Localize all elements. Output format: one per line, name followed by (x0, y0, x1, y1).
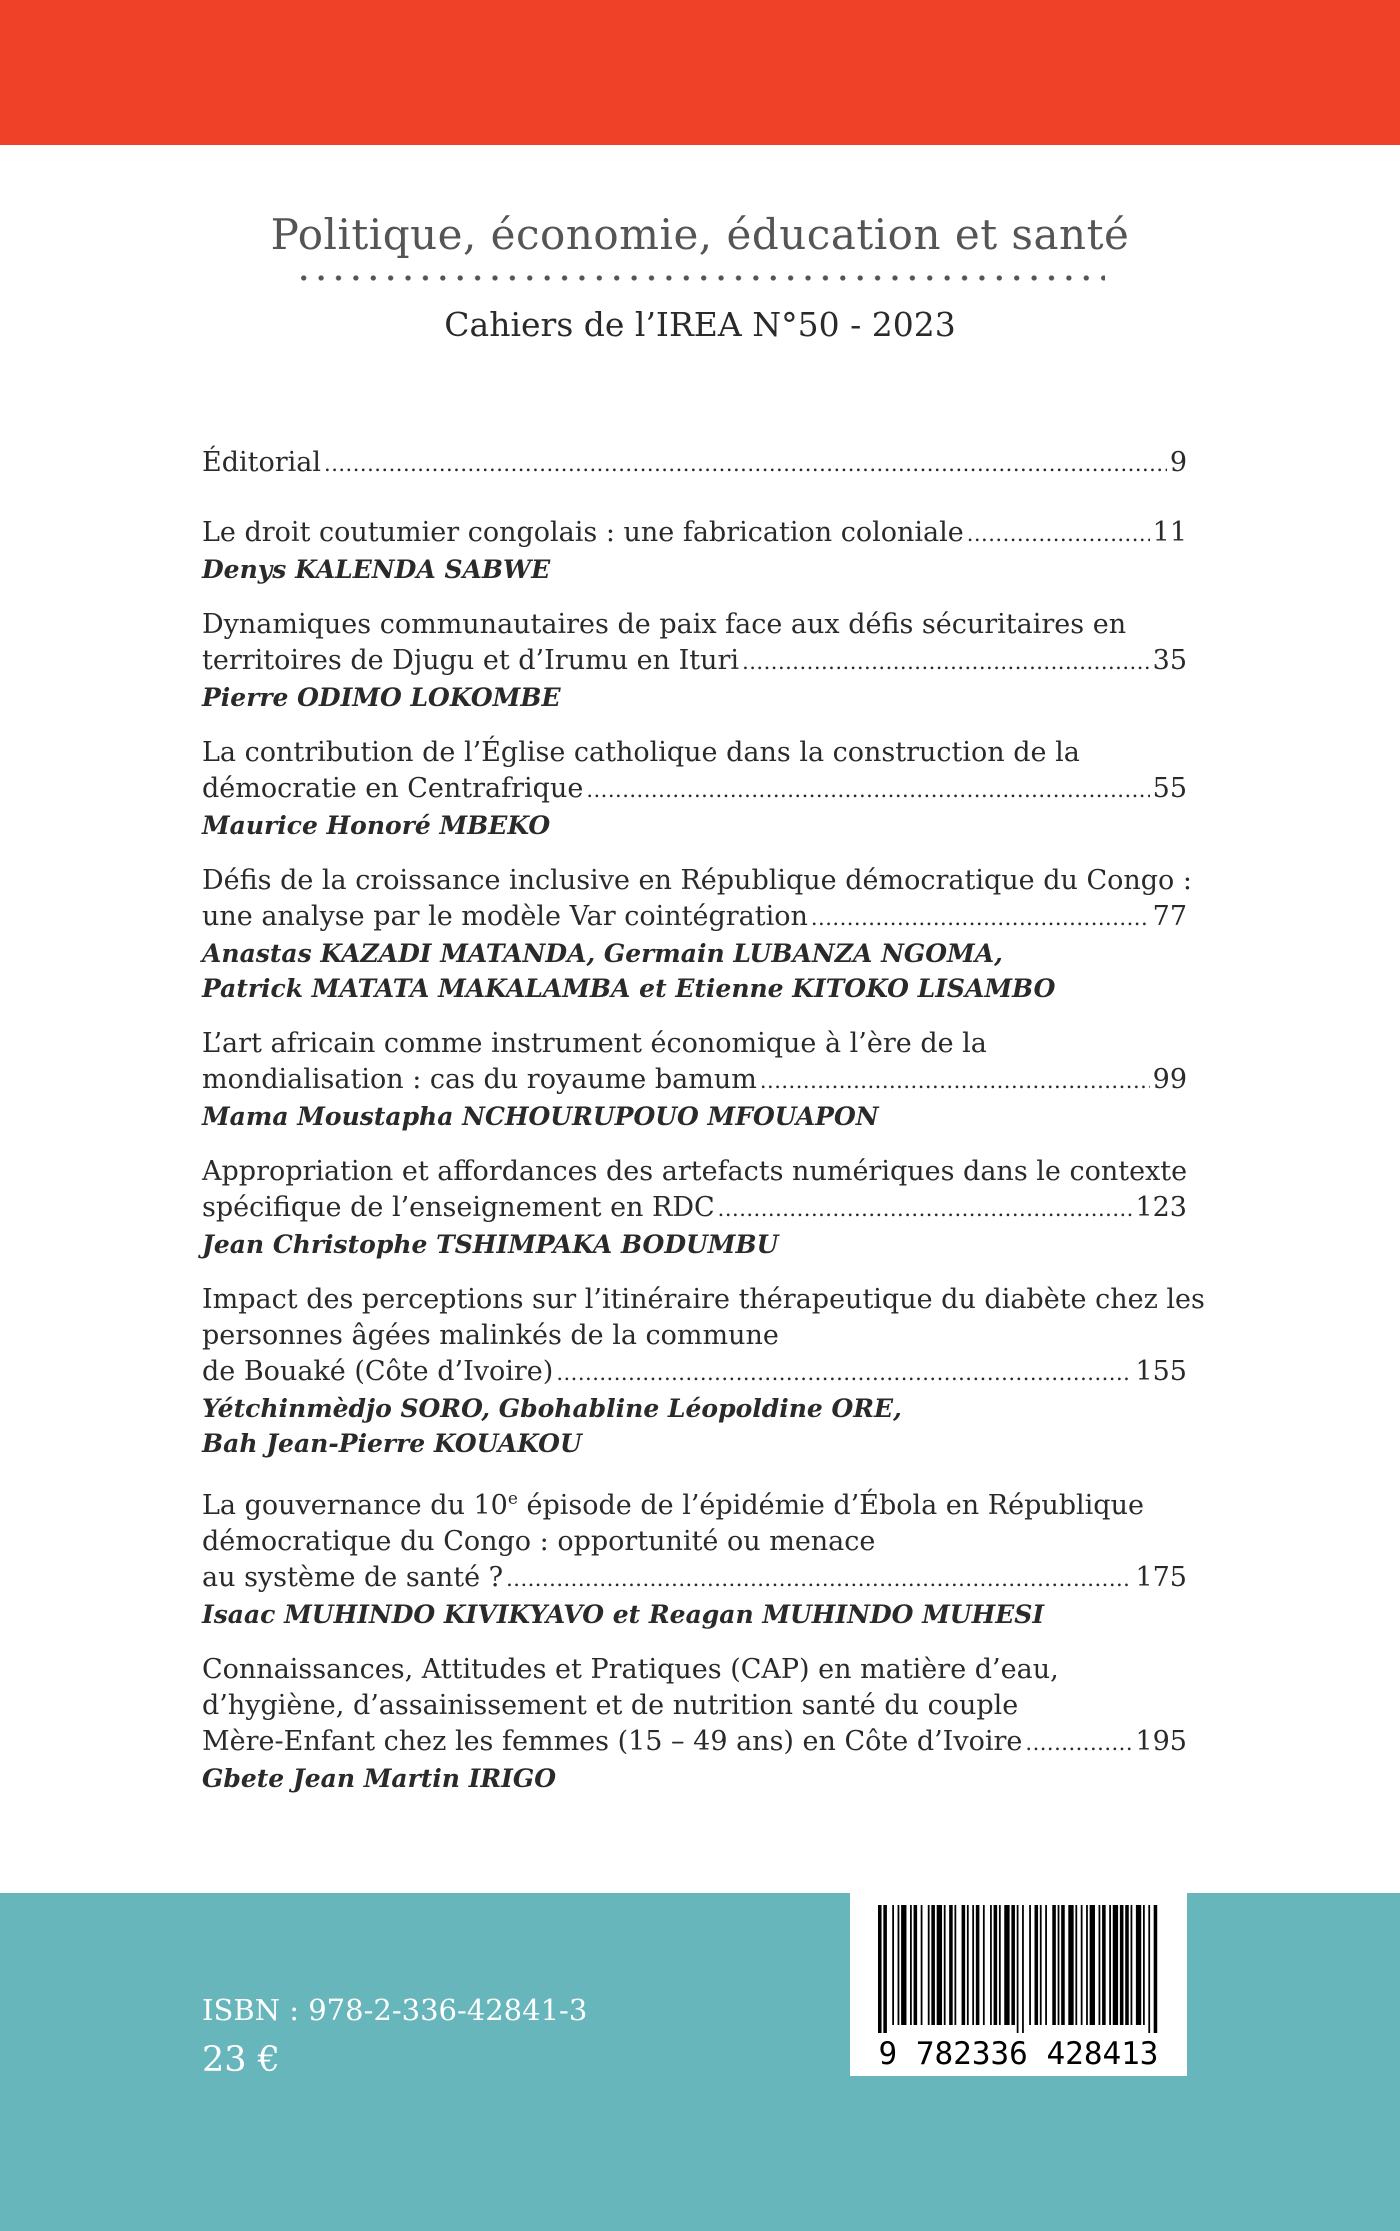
barcode-bar (1131, 1905, 1133, 2025)
barcode-bar (1068, 1905, 1073, 2025)
barcode-bar (1045, 1905, 1047, 2025)
toc-author: Bah Jean-Pierre KOUAKOU (202, 1429, 582, 1458)
barcode-bar (976, 1905, 980, 2025)
barcode-bar (1086, 1905, 1088, 2025)
toc-title-line (202, 899, 1187, 936)
barcode-bar (1154, 1905, 1158, 2033)
barcode-bar (1120, 1905, 1124, 2025)
barcode-bar (1017, 1905, 1019, 2033)
barcode-bar (1058, 1905, 1060, 2025)
barcode-bar (878, 1905, 882, 2033)
issue-title: Cahiers de l’IREA N°50 - 2023 (444, 305, 956, 344)
barcode-bar (1035, 1905, 1039, 2025)
barcode-bar (1075, 1905, 1077, 2025)
toc-title-line: personnes âgées malinkés de la commune (202, 1320, 779, 1351)
toc-title-text: territoires de Djugu et d’Irumu en Ituri (202, 645, 740, 676)
barcode-bar (1113, 1905, 1118, 2025)
barcode-bar (1109, 1905, 1111, 2025)
isbn-text: ISBN : 978-2-336-42841-3 (202, 1993, 588, 2027)
barcode-bar (910, 1905, 912, 2025)
toc-title-line: Connaissances, Attitudes et Pratiques (CAP) en matière d’eau, (202, 1654, 1059, 1685)
toc-author: Anastas KAZADI MATANDA, Germain LUBANZA NGOMA, (202, 939, 1003, 968)
barcode-bar (1061, 1905, 1065, 2025)
toc-title-line (202, 1724, 1187, 1761)
barcode-bar (994, 1905, 998, 2025)
barcode-bar (937, 1905, 942, 2025)
toc-title-line (202, 445, 1187, 482)
toc-entry (202, 735, 1187, 843)
toc-title-line: La gouvernance du 10e épisode de l’épidémie d’Ébola en République (202, 1489, 1144, 1521)
toc-title-text: spécifique de l’enseignement en RDC (202, 1192, 715, 1223)
toc-title-text: Mère-Enfant chez les femmes (15 – 49 ans) en Côte d’Ivoire (202, 1726, 1023, 1757)
toc-title-text: démocratie en Centrafrique (202, 773, 584, 804)
table-of-contents (202, 445, 1205, 1816)
barcode-bar (1022, 1905, 1024, 2033)
toc-title-line (202, 1190, 1187, 1227)
dot-leader (1025, 1725, 1132, 1761)
dot-leader (586, 772, 1149, 808)
toc-entry (202, 445, 1187, 482)
toc-author: Patrick MATATA MAKALAMBA et Etienne KITOKO LISAMBO (202, 974, 1056, 1003)
toc-author: Gbete Jean Martin IRIGO (202, 1764, 556, 1793)
barcode-bars (878, 1905, 1159, 2033)
barcode-bar (1040, 1905, 1042, 2025)
toc-title-line: d’hygiène, d’assainissement et de nutrition santé du couple (202, 1690, 1019, 1721)
toc-entry (202, 1652, 1187, 1796)
top-color-band (0, 0, 1400, 145)
toc-page-number: 77 (1152, 901, 1187, 932)
toc-entry (202, 1026, 1187, 1134)
toc-entry (202, 863, 1192, 1006)
toc-author: Yétchinmèdjo SORO, Gbohabline Léopoldine ORE, (202, 1394, 902, 1423)
toc-entry (202, 515, 1187, 587)
toc-entry (202, 607, 1187, 715)
toc-title-text: Le droit coutumier congolais : une fabrication coloniale (202, 517, 964, 548)
toc-author: Maurice Honoré MBEKO (202, 811, 551, 840)
toc-page-number: 35 (1152, 645, 1187, 676)
price-text: 23 € (202, 2040, 280, 2080)
barcode-bar (1090, 1905, 1095, 2025)
toc-author: Jean Christophe TSHIMPAKA BODUMBU (202, 1230, 779, 1259)
barcode-bar (1081, 1905, 1083, 2025)
barcode-bar (1052, 1905, 1056, 2025)
toc-title-line: La contribution de l’Église catholique dans la construction de la (202, 737, 1080, 768)
barcode-bar (954, 1905, 956, 2025)
barcode-bar (1099, 1905, 1101, 2025)
barcode-bar (928, 1905, 930, 2025)
toc-title-line: Impact des perceptions sur l’itinéraire thérapeutique du diabète chez les (202, 1284, 1205, 1315)
barcode-bar (983, 1905, 985, 2025)
toc-title-line: Défis de la croissance inclusive en République démocratique du Congo : (202, 865, 1192, 896)
toc-title-text: une analyse par le modèle Var cointégration (202, 901, 808, 932)
toc-entry (202, 1481, 1187, 1632)
toc-title-text: Éditorial (202, 447, 322, 478)
barcode-bar (931, 1905, 935, 2025)
barcode-bar (967, 1905, 969, 2025)
barcode-bar (921, 1905, 923, 2025)
barcode-bar (972, 1905, 974, 2025)
barcode-bar (898, 1905, 900, 2025)
barcode-bar (944, 1905, 946, 2025)
toc-entry (202, 1154, 1187, 1262)
barcode-bar (1143, 1905, 1145, 2025)
barcode-digits: 9 782336 428413 (878, 2036, 1159, 2072)
dot-leader (811, 900, 1150, 936)
toc-title-line (202, 515, 1187, 552)
barcode-bar (990, 1905, 992, 2025)
cover-header (0, 205, 1400, 347)
barcode-bar (1125, 1905, 1129, 2025)
toc-page-number: 195 (1135, 1726, 1187, 1757)
barcode-bar (1136, 1905, 1141, 2025)
toc-title-line: Appropriation et affordances des artefacts numériques dans le contexte (202, 1156, 1188, 1187)
toc-author: Mama Moustapha NCHOURUPOUO MFOUAPON (202, 1102, 879, 1131)
toc-title-line (202, 1354, 1187, 1391)
barcode-bar (962, 1905, 966, 2025)
barcode-bar (999, 1905, 1001, 2025)
barcode-bar (1004, 1905, 1009, 2025)
toc-entry (202, 1282, 1205, 1461)
toc-page-number: 11 (1152, 517, 1187, 548)
toc-title-line (202, 1560, 1187, 1597)
toc-title-line (202, 1062, 1187, 1099)
toc-page-number: 9 (1169, 447, 1187, 478)
dot-leader (718, 1191, 1133, 1227)
barcode-bar (901, 1905, 906, 2025)
toc-author: Denys KALENDA SABWE (202, 555, 551, 584)
barcode-bar (1029, 1905, 1031, 2025)
toc-title-text: mondialisation : cas du royaume bamum (202, 1064, 757, 1095)
toc-author: Isaac MUHINDO KIVIKYAVO et Reagan MUHINDO MUHESI (202, 1600, 1045, 1629)
barcode-bar (1011, 1905, 1015, 2025)
barcode-bar (1102, 1905, 1106, 2025)
barcode-bar (883, 1905, 887, 2033)
dot-leader (967, 516, 1150, 552)
toc-page-number: 123 (1135, 1192, 1187, 1223)
dot-leader (324, 446, 1167, 482)
barcode-bar (892, 1905, 894, 2025)
dot-leader (760, 1063, 1150, 1099)
toc-page-number: 155 (1135, 1356, 1187, 1387)
barcode (850, 1893, 1187, 2076)
barcode-bar (1148, 1905, 1150, 2033)
toc-title-line: Dynamiques communautaires de paix face aux défis sécuritaires en (202, 609, 1127, 640)
dotted-rule (295, 271, 1105, 285)
toc-page-number: 175 (1135, 1562, 1187, 1593)
toc-title-line (202, 643, 1187, 680)
toc-title-line: L’art africain comme instrument économique à l’ère de la (202, 1028, 987, 1059)
toc-author: Pierre ODIMO LOKOMBE (202, 683, 561, 712)
toc-page-number: 55 (1152, 773, 1187, 804)
toc-title-text: de Bouaké (Côte d’Ivoire) (202, 1356, 554, 1387)
toc-title-line: démocratique du Congo : opportunité ou menace (202, 1526, 876, 1557)
toc-page-number: 99 (1152, 1064, 1187, 1095)
series-title: Politique, économie, éducation et santé (270, 210, 1130, 259)
toc-title-text: au système de santé ? (202, 1562, 504, 1593)
dot-leader (556, 1355, 1132, 1391)
toc-title-line (202, 771, 1187, 808)
barcode-bar (949, 1905, 953, 2025)
dot-leader (506, 1561, 1132, 1597)
barcode-bar (914, 1905, 918, 2025)
dot-leader (742, 644, 1150, 680)
